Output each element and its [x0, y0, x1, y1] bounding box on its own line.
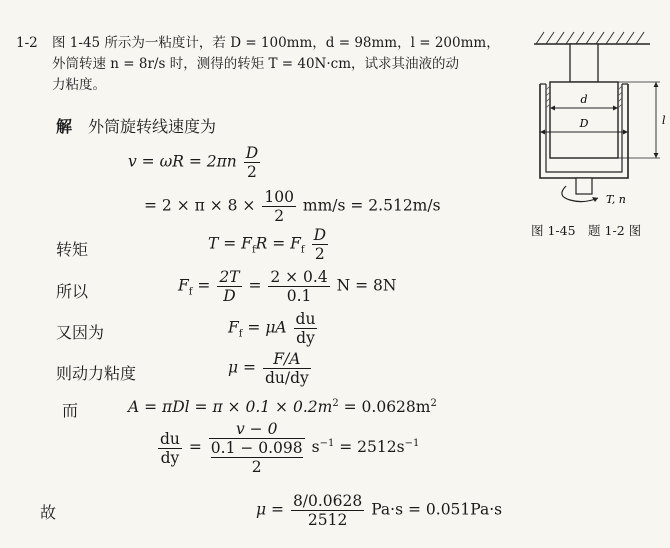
equation-final-viscosity: μ = $\frac{8/0.0628}{2512}$ Pa·s = 0.051Pa·s [256, 492, 503, 529]
label-outer-diameter: D [579, 117, 589, 130]
problem-line-1: 图 1-45 所示为一粘度计，若 D = 100mm，d = 98mm，l = 200mm， [52, 35, 500, 51]
equation-area: $A = \pi Dl = \pi \times 0.1 \times 0.2m^2 = 0.0628m^2$ [128, 398, 437, 417]
problem-number: 1-2 [16, 35, 38, 51]
label-torque-speed: T, n [606, 193, 626, 206]
viscometer-figure [526, 28, 670, 208]
solution-label: 解 [56, 117, 73, 136]
viscosity-label: 则动力粘度 [56, 364, 137, 383]
torque-label: 转矩 [56, 240, 89, 259]
equation-newton-viscosity: $F_f = \mu A$ $\frac{du}{dy}$ [228, 310, 316, 347]
equation-viscosity: μ = $\frac{F/A}{du/dy}$ [228, 350, 309, 387]
problem-line-2: 外筒转速 n = 8r/s 时，测得的转矩 T = 40N·cm，试求其油液的动 [52, 56, 460, 72]
problem-line-3: 力粘度。 [52, 77, 106, 93]
equation-velocity-value: = 2 × π × 8 × $\frac{100}{2}$ mm/s = 2.512m/s [144, 188, 441, 225]
label-length: l [662, 114, 666, 127]
and-label: 而 [62, 401, 79, 420]
so-label: 所以 [56, 282, 89, 301]
therefore-label: 故 [40, 503, 57, 522]
equation-velocity-gradient: $\frac{du}{dy}$ = v − 0 0.1 − 0.098 2 $s^{-1} = 2512s^{-1}$ [160, 420, 420, 476]
label-inner-diameter: d [580, 93, 588, 106]
solution-heading: 外筒旋转线速度为 [88, 117, 217, 136]
figure-caption: 图 1-45 题 1-2 图 [531, 223, 642, 238]
equation-torque: $T = F_fR = F_f$ $\frac{D}{2}$ [208, 226, 326, 263]
equation-velocity: v = ωR = 2πn $\frac{D}{2}$ [128, 144, 259, 181]
equation-force: $F_f$ = $\frac{2T}{D}$ = $\frac{2 \times 0.4}{0.1}$ N = 8N [178, 268, 397, 305]
also-label: 又因为 [56, 323, 105, 342]
